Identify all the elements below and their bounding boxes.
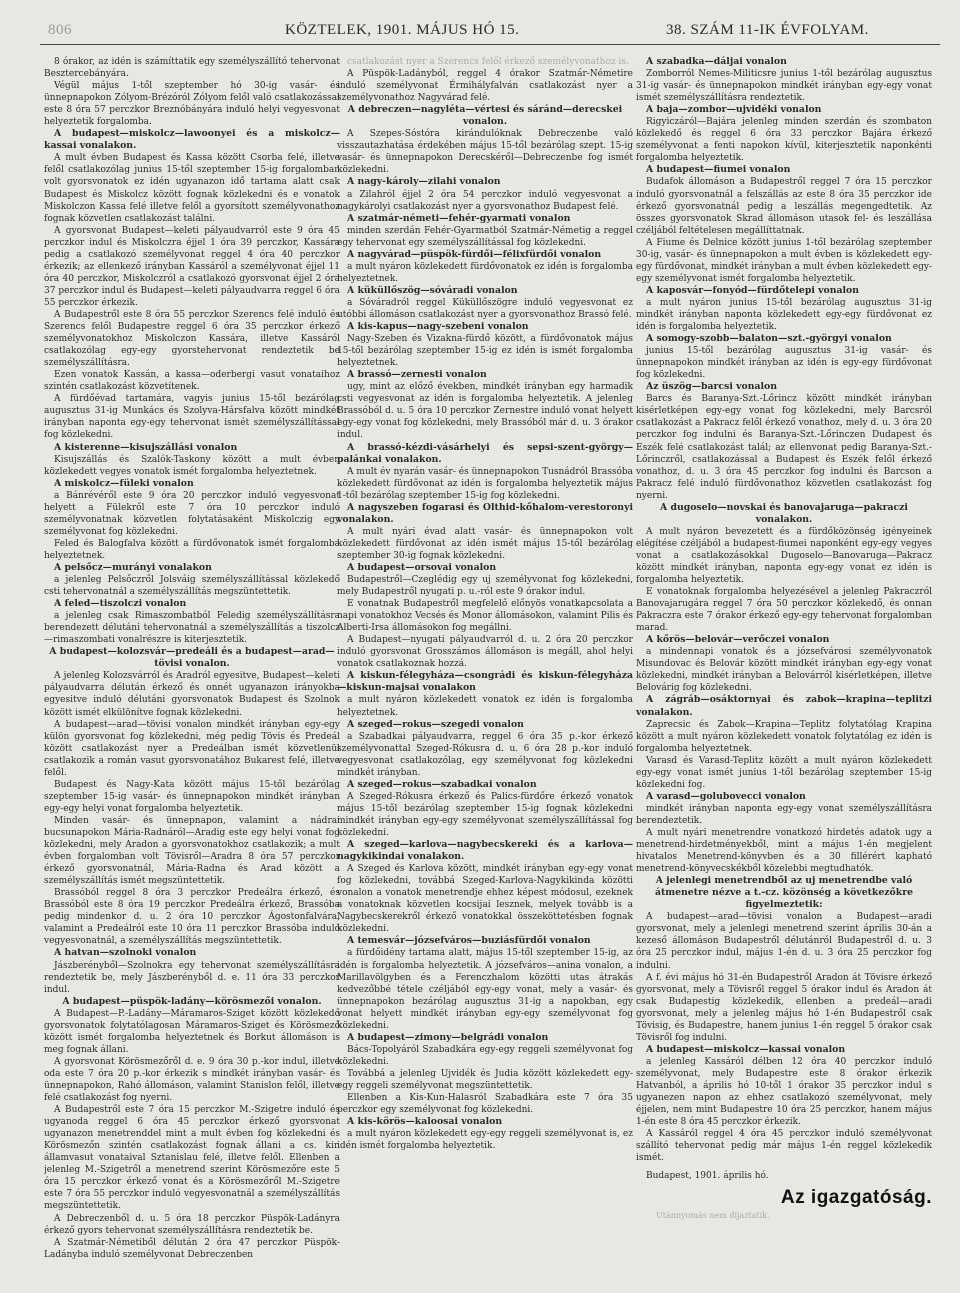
section-heading: A jelenlegi menetrendből az uj menetrendbe való átmenetre nézve a t.-cz. közönség a következőkre figyelmeztetik: <box>654 875 914 911</box>
section-heading: A pelsőcz—murányi vonalakon <box>54 561 212 573</box>
paragraph: a Szabadkai pályaudvarra, reggel 6 óra 35 p.-kor érkező személyvonattal Szeged-Rókusra d. u. 6 óra 28 p.-kor induló vegyesvonat csatlakozólag, egy személyvonat fog közlekedni mindkét irányban. <box>337 731 633 778</box>
paragraph: Ezen vonatok Kassán, a kassa—oderbergi vasut vonataihoz szintén csatlakozást közvetítenek. <box>44 370 340 393</box>
running-header <box>40 22 940 40</box>
paragraph: Nagy-Szeben és Vizakna-fürdő között, a fürdővonatok május 15-től bezárólag szeptember 15-ig ez idén is ismét forgalomba helyeztetnek. <box>337 334 633 369</box>
section-heading: A budapest—fiumei vonalon <box>646 164 791 176</box>
section-heading: A budapest—orsovai vonalon <box>347 561 497 573</box>
paragraph: a fürdőidény tartama alatt, május 15-től szeptember 15-ig, az idén is forgalomba helyeztetik. A józsefváros—anina vonalon, a Marillavölgyben és a Ferenczhalom közötti utas átrakás kedvezőbbé tétele czéljából egy-egy vonat, mely a vasár- és ünnepnapokon bezárólag augusztus 31-ig a napokban, egy vonat helyett mindkét irányban egy-egy személyvonat fog közlekedni. <box>337 948 633 1031</box>
section-heading: A temesvár—józsefváros—buziásfürdői vonalon <box>347 935 591 947</box>
section-heading: A nagyszeben fogarasi és Olthid-kőhalom-verestoronyi vonalakon. <box>337 501 633 525</box>
section-heading: A varasd—golubovecci vonalon <box>646 790 806 802</box>
paragraph: a mult nyáron junius 15-től bezárólag augusztus 31-ig mindkét irányban naponta közlekedett egy-egy fürdővonat ez idén is forgalomba helyeztetik. <box>636 297 932 333</box>
paragraph: Budapest és Nagy-Kata között május 15-től bezárólag szeptember 15-ig vasár- és ünnepnapokon mindkét irányban egy-egy helyi vonat forgalomba helyeztetik. <box>44 779 340 814</box>
paragraph: a Sóváradról reggel Küküllőszögre induló vegyesvonat ez utóbbi állomáson csatlakozást nyer a gyorsvonathoz Brassó felé. <box>337 297 633 320</box>
paragraph: a mult nyáron közlekedett vonatok ez idén is forgalomba helyeztetnek. <box>337 695 633 718</box>
signature: Az igazgatóság. <box>780 1187 932 1209</box>
paragraph: Bács-Topolyáról Szabadkára egy-egy reggeli személyvonat fog közlekedni. <box>337 1044 633 1067</box>
column-1 <box>44 56 340 1283</box>
paragraph: E vonatoknak forgalomba helyezésével a jelenleg Pakraczról Banovajarugára reggel 7 óra 50 perczkor közlekedő, és onnan Pakraczra este 7 órakor érkező egy-egy tehervonat forgalomban marad. <box>636 587 932 634</box>
paragraph: a jelenleg Pelsőczről Jolsváig személyszállítással közlekedő csti tehervonatnál a személyszállítás megszüntettetik. <box>44 575 340 598</box>
paragraph: A mult év nyarán vasár- és ünnepnapokon Tusnádról Brassóba közlekedett fürdővonat az idén is forgalomba helyeztetik május 1-től bezárólag szeptember 15-ig fog közlekedni. <box>337 466 633 501</box>
paragraph: A gyorsvonat Budapest—keleti pályaudvarról este 9 óra 45 perczkor indul és Miskolczra éjjel 1 óra 39 perczkor, Kassára pedig a csatlakozó személyvonat reggel 4 óra 40 perczkor érkezik; az ellenkező irányban Kassáról a személyvonat éjjel 11 óra 40 perczkor, Miskolczról a csatlakozó gyorsvonat éjjel 2 óra 37 perczkor indul és Budapest—keleti pályaudvarra reggel 6 óra 55 perczkor érkezik. <box>44 225 340 308</box>
paragraph: ugy, mint az előző években, mindkét irányban egy harmadik csti vegyesvonat az idén is forgalomba helyeztetik. A jelenleg Brassóból d. u. 5 óra 10 perczkor Zernestre induló vonat helyett egy-egy vonat fog közlekedni, mely Brassóból már d. u. 3 órakor indul. <box>337 382 633 441</box>
paragraph: Jászberényből—Szolnokra egy tehervonat személyszállításra rendeztetik be, mely Jászberényből d. e. 11 óra 33 perczkor indul. <box>44 960 340 995</box>
paragraph: a jelenleg csak Rimaszombatból Feledig személyszállításra berendezett délutáni tehervonatnál a személyszállítás a tiszolcz—rimaszombati vonalrészre is kiterjesztetik. <box>44 611 340 646</box>
paragraph: A f. évi május hó 31-én Budapestről Aradon át Tövisre érkező gyorsvonat, mely a Tövisről reggel 5 órakor indul és Aradon át csak Budapestig közlekedik, ellenben a predeál—aradi gyorsvonat, mely a jelenleg május hó 1-én Budapestről csak Tövisig, és Budapestre, hanem junius 1-én reggel 5 órakor csak Tövisről fog indulni. <box>636 972 932 1043</box>
paragraph: A mult évben Budapest és Kassa között Csorba felé, illetve felől csatlakozólag junius 15-től szeptember 15-ig forgalomban volt gyorsvonatok ez idén ugyanazon idő tartama alatt csak Budapest és Miskolcz között fognak közlekedni és e vonatok Miskolczon Kassa felé illetve felől a gyorsított személyvonathoz fognak közvetlen csatlakozást találni. <box>44 153 340 224</box>
section-heading: A budapest—püspök-ladány—körösmezői vonalon. <box>62 995 322 1007</box>
paragraph: A Budapest—P.-Ladány—Máramaros-Sziget között közlekedő gyorsvonatok folytatólagosan Máramaros-Sziget és Körösmező között ismét forgalomba helyeztetnek és Borkut állomáson is meg fognak állani. <box>44 1008 340 1055</box>
section-heading: A kőrös—belovár—verőczei vonalon <box>646 634 830 646</box>
paragraph: a Bánrévéről este 9 óra 20 perczkor induló vegyesvonat helyett a Fülekről este 7 óra 10 perczkor induló személyvonatnak közvetlen folytatásaként Miskolczig egy személyvonat fog közlekedni. <box>44 490 340 537</box>
paragraph: Kisujszállás és Szalók-Taskony között a mult évben közlekedett vegyes vonatok ismét forgalomba helyeztetnek. <box>44 454 340 477</box>
paragraph: a Zilahról éjjel 2 óra 54 perczkor induló vegyesvonat a nagykárolyi csatlakozást nyer a gyorsvonathoz Budapest felé. <box>337 189 633 212</box>
paragraph: a mindennapi vonatok és a józsefvárosi személyvonatok Misundovac és Belovár között mindkét irányban egy-egy vonat közlekedni, mindkét irányban a Belovárról kisérletképen, illetve Belovárig fog közlekedni. <box>636 647 932 694</box>
paragraph: A Budapestről este 8 óra 55 perczkor Szerencs felé induló és Szerencs felől Budapestre reggel 6 óra 35 perczkor érkező személyvonatokhoz Miskolczon Kassára, illetve Kassáról csatlakozólag egy-egy gyorstehervonat rendeztetik be személyszállításra. <box>44 309 340 369</box>
paragraph: A mult nyári évad alatt vasár- és ünnepnapokon volt közlekedett fürdővonat az idén ismét május 15-től bezárólag szeptember 30-ig fognak közlekedni. <box>337 526 633 561</box>
section-heading: A szeged—rokus—szabadkai vonalon <box>347 778 537 790</box>
section-heading: A szeged—karlova—nagybecskereki és a karlova—nagykikindai vonalakon. <box>337 839 633 863</box>
section-heading: A miskolcz—füleki vonalon <box>54 477 194 489</box>
paragraph: Továbbá a jelenleg Ujvidék és Judia között közlekedett egy-egy reggeli személyvonat megszüntettetik. <box>337 1068 633 1091</box>
paragraph: A Püspök-Ladányból, reggel 4 órakor Szatmár-Németire induló személyvonat Érmihályfalván csatlakozást nyer a személyvonathoz Nagyvárad felé. <box>337 69 633 104</box>
paragraph: csatlakozást nyer a Szerencs felől érkező személyvonathoz is. <box>347 57 629 67</box>
paragraph: Budapestről—Czeglédig egy uj személyvonat fog közlekedni, mely Budapestről nyugati p. u.-ról este 9 órakor indul. <box>337 575 633 598</box>
paragraph: a mult nyáron közlekedett egy-egy reggeli személyvonat is, ez idén ismét forgalomba helyeztetik. <box>337 1129 633 1152</box>
paragraph: Feled és Balogfalva között a fürdővonatok ismét forgalomba helyeztetnek. <box>44 538 340 561</box>
paragraph: A gyorsvonat Körösmezőről d. e. 9 óra 30 p.-kor indul, illetve oda este 7 óra 20 p.-kor érkezik s mindkét irányban vasár- és ünnepnapokon, Rahó állomáson, valamint Stanislon felől, illetve felé csatlakozást fog nyerni. <box>44 1056 340 1104</box>
section-heading: A brassó-kézdi-vásárhelyi és sepsi-szent-györgy—palánkai vonalakon. <box>337 441 633 465</box>
paragraph: A Debreczenből d. u. 5 óra 18 perczkor Püspök-Ladányra érkező gyors tehervonat személyszállításra rendeztetik be. <box>44 1213 340 1236</box>
section-heading: A budapest—miskolcz—kassai vonalon <box>646 1043 846 1055</box>
section-heading: A kiskun-félegyháza—csongrádi és kiskun-félegyháza—kiskun-majsai vonalakon <box>337 670 633 694</box>
paragraph: Zaprecsic és Zabok—Krapina—Teplitz folytatólag Krapina között a mult nyáron közlekedett vonatok folytatólag ez idén is forgalomba helyeztetnek. <box>636 719 932 754</box>
paragraph: Brassóból reggel 8 óra 3 perczkor Predeálra érkező, és Brassóból este 8 óra 19 perczkor Predeálra érkező, Brassóba pedig mindenkor d. u. 2 óra 10 perczkor Ágostonfalvára, valamint a Predeálról este 10 óra 11 perczkor Brassóba induló vegyesvonatnál, a személyszállítás megszüntettetik. <box>44 888 340 947</box>
paragraph: Rigyiczáról—Bajára jelenleg minden szerdán és szombaton közlekedő és reggel 6 óra 33 perczkor Bajára érkező személyvonat a fenti napokon kívül, kiterjesztetik naponkénti forgalomba helyeztetik. <box>636 117 932 164</box>
section-heading: A küküllőszög—sóváradi vonalon <box>347 284 518 296</box>
section-heading: A debreczen—nagyléta—vértesi és sáránd—derecskei vonalon. <box>347 104 623 128</box>
section-heading: A kisterenne—kisujszállási vonalon <box>54 441 238 453</box>
paragraph: A Budapestről este 7 óra 15 perczkor M.-Szigetre induló és ugyanoda reggel 6 óra 45 perczkor érkező gyorsvonat ugyanazon menetrenddel mint a mult évben fog közlekedni és Körösmezőn szintén csatlakozást fognak állani a cs. kir. államvasut vonataival Sztanislau felé, illetve felől. Ellenben a jelenleg M.-Szigetről a menetrend szerint Körösmezőre este 5 óra 15 perczkor érkező vonat és a Körösmezőről M.-Szigetre este 7 óra 55 perczkor induló vegyesvonatnál a személyszállítás megszüntettetik. <box>44 1105 340 1212</box>
paragraph: A budapest—arad—tövisi vonalon mindkét irányban egy-egy külön gyorsvonat fog közlekedni, még pedig Tövis és Predeál között csatlakozást nyer a Predeálban ismét közvetlenül csatlakozik a román vasut gyorsvonatához Bukarest felé, illetve felől. <box>44 719 340 778</box>
section-heading: A dugoselo—novskai és banovajaruga—pakraczi vonalakon. <box>660 501 908 525</box>
section-heading: A szatmár-németi—fehér-gyarmati vonalon <box>347 212 571 224</box>
paragraph: A Szatmár-Németiből délután 2 óra 47 perczkor Püspök-Ladányba induló személyvonat Debreczenben <box>44 1237 340 1260</box>
section-heading: A szabadka—dáljai vonalon <box>646 56 787 67</box>
section-heading: A feled—tiszolczi vonalon <box>54 598 187 610</box>
paragraph: mindkét irányban naponta egy-egy vonat személyszállításra berendeztetik. <box>636 803 932 826</box>
section-heading: A nagy-károly—zilahi vonalon <box>347 176 501 188</box>
paragraph: A mult nyáron bevezetett és a fürdőközönség igényeinek elégítése czéljából a budapest-fiumei naponként egy-egy vegyes vonat a csatlakozásokkal Dugoselo—Banovaruga—Pakracz között mindkét irányban, naponta egy-egy vonat ez idén is forgalomba helyeztetik. <box>636 526 932 586</box>
section-heading: A hatvan—szolnoki vonalon <box>54 947 197 959</box>
paragraph: Zomborról Nemes-Militicsre junius 1-től bezárólag augusztus 31-ig vasár- és ünnepnapokon mindkét irányban egy-egy vonat ismét személyszállításra rendeztetik. <box>636 69 932 104</box>
section-heading: A budapest—zimony—belgrádi vonalon <box>347 1031 549 1043</box>
paragraph: A Szeged és Karlova között, mindkét irányban egy-egy vonat fog közlekedni, továbbá Szeged-Karlova-Nagykikinda közötti vonalon a vonatok menetrendje ehhez képest módosul, ezeknek a vonatoknak közvetlen kocsijai lesznek, melyek tovább is a Nagybecskerekről érkező vonatokkal összeköttetésben fognak közlekedni. <box>337 864 633 935</box>
paragraph: A budapest—arad—tövisi vonalon a Budapest—aradi gyorsvonat, mely a jelenlegi menetrend szerint április 30-án a kezeső állomáson Budapestről délutánról Budapestről d. u. 3 óra 25 perczkor indul, május 1-én d. u. 3 óra 25 perczkor fog indulni. <box>636 912 932 971</box>
paragraph: Barcs és Baranya-Szt.-Lőrincz között mindkét irányban kisérletképen egy-egy vonat fog közlekedni, mely Barcsról csatlakozást a Pakracz felől érkező vonathoz, mely d. u. 3 óra 20 perczkor fog indulni és Baranya-Szt.-Lőrinczen Dudapest és Eszék felé csatlakozást talál; az ellenvonat pedig Baranya-Szt.-Lőrinczről, csatlakozással a Budapest és Eszék felől érkező vonathoz, d. u. 3 óra 45 perczkor fog indulni és Barcson a Pakracz felé induló fürdővonathoz közvetlen csatlakozást fog nyerni. <box>636 394 932 501</box>
section-heading: A nagyvárad—püspök-fürdői—félixfürdői vonalon <box>347 248 602 260</box>
paragraph: Végül május 1-től szeptember hó 30-ig vasár- és ünnepnapokon Zólyom-Brézóról Zólyom felől való csatlakozással este 8 óra 57 perczkor Breznóbányára induló helyi vegyesvonat helyeztetik forgalomba. <box>44 81 340 128</box>
section-heading: A budapest—miskolcz—lawoonyei és a miskolcz—kassai vonalakon. <box>44 128 340 152</box>
section-heading: A budapest—kolozsvár—predeáli és a budapest—arad—tövisi vonalon. <box>49 646 335 670</box>
section-heading: A brassó—zernesti vonalon <box>347 369 487 381</box>
section-heading: A zágráb—osáktornyai és zabok—krapina—teplitzi vonalakon. <box>636 694 932 718</box>
paragraph: A Szeged-Rókusra érkező és Palics-fürdőre érkező vonatok május 15-től bezárólag szeptember 15-ig fognak közlekedni mindkét irányban egy-egy személyvonat személyszállítással fog közlekedni. <box>337 791 633 838</box>
issue-info: 38. SZÁM 11-IK ÉVFOLYAM. <box>666 22 869 38</box>
paragraph: Budafok állomáson a Budapestről reggel 7 óra 15 perczkor induló gyorsvonatnál a felszállás az este 8 óra 35 perczkor ide érkező gyorsvonatnál pedig a leszállás megengedtetik. Az összes gyorsvonatok Skrad állomáson utasok fel- és leszállása czéljából feltételesen megállíttatnak. <box>636 177 932 236</box>
reprint-notice: Utánnyomás nem díjaztatik. <box>656 1211 770 1221</box>
column-2 <box>337 56 633 1283</box>
publication-title: KÖZTELEK, 1901. MÁJUS HÓ 15. <box>285 22 520 38</box>
section-heading: A szeged—rokus—szegedi vonalon <box>347 718 524 730</box>
paragraph: a jelenleg Kassáról délben 12 óra 40 perczkor induló személyvonat, mely Budapestre este 8 órakor érkezik Hatvanból, a április hó 10-től 1 órakor 35 perczkor indul s ugyanezen napon az ehhez csatlakozó személyvonat, mely éjjelen, nem mint Budapestre 10 óra 25 perczkor, hanem május 1-én este 8 óra 45 perczkor érkezik. <box>636 1056 932 1128</box>
paragraph: A jelenleg Kolozsvárról és Aradról egyesitve, Budapest—keleti pályaudvarra délután érkező és onnét ugyanazon irányokba egyesitve induló délutáni gyorsvonatok Budapest és Szolnok között ismét elkülönítve fognak közlekedni. <box>44 671 340 718</box>
section-heading: A kis-kapus—nagy-szebeni vonalon <box>347 321 529 333</box>
section-heading: A kaposvár—fonyód—fürdőtelepi vonalon <box>646 284 859 296</box>
section-heading: A baja—zombor—ujvidéki vonalon <box>646 104 822 116</box>
paragraph: junius 15-től bezárólag augusztus 31-ig vasár- és ünnepnapokon mindkét irányban az idén is egy-egy fürdővonat fog közlekedni. <box>636 346 932 381</box>
paragraph: A mult nyári menetrendre vonatkozó hirdetés adatok ugy a menetrend-hirdetményekből, mint a május 1-én megjelent hivatalos Menetrend-könyvben és a 30 fillérért kapható menetrend-könyvecskékből közelebbi megtudhatók. <box>636 828 932 875</box>
paragraph: A Budapest—nyugati pályaudvarról d. u. 2 óra 20 perczkor induló gyorsvonat Grosszámos állomáson is megáll, ahol helyi vonatok csatlakoznak hozzá. <box>337 635 633 670</box>
column-3 <box>636 56 932 1283</box>
paragraph: Varasd és Varasd-Teplitz között a mult nyáron közlekedett egy-egy vonat ismét junius 1-től bezárólag szeptember 15-ig közlekedni fog. <box>636 755 932 790</box>
paragraph: A Kassáról reggel 4 óra 45 perczkor induló személyvonat szállító tehervonat pedig már május 1-én reggel közlekedik ismét. <box>636 1129 932 1164</box>
paragraph: minden szerdán Fehér-Gyarmatból Szatmár-Németig a reggel egy tehervonat egy személyszállítással fog közlekedni. <box>337 225 633 248</box>
paragraph: Minden vasár- és ünnepnapon, valamint a nádrai bucsunapokon Mária-Radnáról—Aradig este egy helyi vonat fog közlekedni, mely Aradon a gyorsvonatokhoz csatlakozik; a mult évben forgalomban volt Tövisről—Aradra 8 óra 57 perczkor érkező gyorsvonatnál, Mária-Radna és Arad között a személyszállítás ismét megszüntettetik. <box>44 815 340 887</box>
paragraph: A Fiume és Delnice között junius 1-től bezárólag szeptember 30-ig, vasár- és ünnepnapokon a mult évben is közlekedett egy-egy fürdővonat, mindkét irányban a mult évben közlekedett egy-egy személyvonat ismét forgalomba helyeztetik. <box>636 237 932 284</box>
paragraph: A Szepes-Sóstóra kirándulóknak Debreczenbe való visszautazhatása érdekében május 15-től bezárólag szept. 15-ig vasár- és ünnepnapokon Derecskéről—Debreczenbe fog ismét közlekedni. <box>337 129 633 176</box>
paragraph: 8 órakor, az idén is számíttatik egy személyszállító tehervonat Besztercebányára. <box>44 57 340 80</box>
page-number: 806 <box>48 22 72 38</box>
paragraph: A fürdőévad tartamára, vagyis junius 15-től bezárólag augusztus 31-ig Munkács és Szolyva-Hársfalva között mindkét irányban naponta egy-egy tehervonat ismét személyszállítással fog közlekedni. <box>44 394 340 441</box>
header-rule <box>40 44 940 45</box>
dateline: Budapest, 1901. április hó. <box>646 1171 769 1182</box>
section-heading: A kis-körös—kaloosai vonalon <box>347 1116 503 1128</box>
section-heading: A somogy-szobb—balaton—szt.-györgyi vonalon <box>646 333 892 345</box>
paragraph: E vonatnak Budapestről megfelelő előnyös vonatkapcsolata a napi vonatokhoz Vecsés és Monor állomásokon, valamint Pilis és Alberti-Irsa állomásokon fog megállni. <box>337 599 633 634</box>
section-heading: Az üszög—barcsi vonalon <box>646 381 777 393</box>
paragraph: a mult nyáron közlekedett fürdővonatok ez idén is forgalomba helyeztetnek. <box>337 261 633 284</box>
paragraph: Ellenben a Kis-Kun-Halasról Szabadkára este 7 óra 35 perczkor egy személyvonat fog közlekedni. <box>337 1093 633 1116</box>
